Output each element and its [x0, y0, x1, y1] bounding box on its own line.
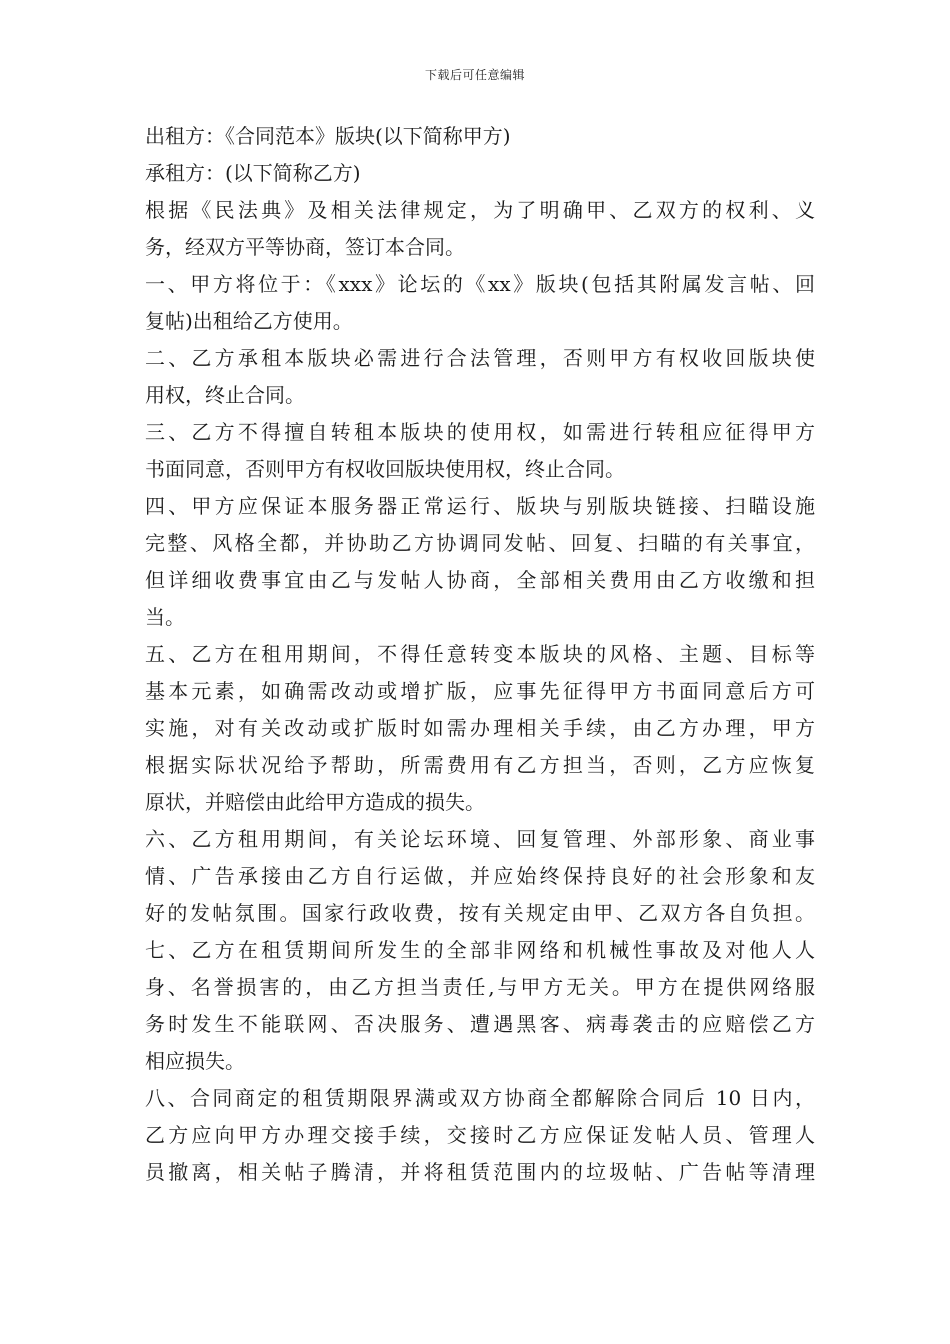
text-line: 承租方：(以下简称乙方): [145, 161, 361, 185]
text-line: 一、甲方将位于：《xxx》论坛的《xx》版块(包括其附属发言帖、回: [145, 272, 815, 296]
text-line: 原状，并赔偿由此给甲方造成的损失。: [145, 790, 485, 814]
text-line: 基本元素，如确需改动或增扩版，应事先征得甲方书面同意后方可: [145, 679, 815, 703]
text-line: 实施，对有关改动或扩版时如需办理相关手续，由乙方办理，甲方: [145, 716, 815, 740]
text-line: 二、乙方承租本版块必需进行合法管理，否则甲方有权收回版块使: [145, 346, 815, 370]
text-line: 五、乙方在租用期间，不得任意转变本版块的风格、主题、目标等: [145, 642, 815, 666]
text-line: 员撤离，相关帖子腾清，并将租赁范围内的垃圾帖、广告帖等清理: [145, 1160, 815, 1184]
text-line: 根据《民法典》及相关法律规定，为了明确甲、乙双方的权利、义: [145, 198, 815, 222]
page-header: 下载后可任意编辑: [424, 68, 525, 82]
text-line: 乙方应向甲方办理交接手续，交接时乙方应保证发帖人员、管理人: [145, 1123, 815, 1147]
text-line: 用权，终止合同。: [145, 383, 305, 407]
text-line: 六、乙方租用期间，有关论坛环境、回复管理、外部形象、商业事: [145, 827, 815, 851]
text-line: 务，经双方平等协商，签订本合同。: [145, 235, 465, 259]
text-line: 七、乙方在租赁期间所发生的全部非网络和机械性事故及对他人人: [145, 938, 815, 962]
text-line: 当。: [145, 605, 185, 629]
text-line: 八、合同商定的租赁期限界满或双方协商全都解除合同后 10 日内，: [145, 1086, 815, 1110]
text-line: 出租方：《合同范本》版块(以下简称甲方): [145, 124, 511, 148]
text-line: 四、甲方应保证本服务器正常运行、版块与别版块链接、扫瞄设施: [145, 494, 815, 518]
document-body: [145, 118, 815, 1191]
text-line: 但详细收费事宜由乙与发帖人协商，全部相关费用由乙方收缴和担: [145, 568, 815, 592]
text-line: 完整、风格全都，并协助乙方协调同发帖、回复、扫瞄的有关事宜，: [145, 531, 815, 555]
text-line: 书面同意，否则甲方有权收回版块使用权，终止合同。: [145, 457, 625, 481]
text-line: 相应损失。: [145, 1049, 245, 1073]
text-line: 务时发生不能联网、否决服务、遭遇黑客、病毒袭击的应赔偿乙方: [145, 1012, 815, 1036]
text-line: 好的发帖氛围。国家行政收费，按有关规定由甲、乙双方各自负担。: [145, 901, 815, 925]
text-line: 复帖)出租给乙方使用。: [145, 309, 353, 333]
text-line: 情、广告承接由乙方自行运做，并应始终保持良好的社会形象和友: [145, 864, 815, 888]
text-line: 三、乙方不得擅自转租本版块的使用权，如需进行转租应征得甲方: [145, 420, 815, 444]
text-line: 根据实际状况给予帮助，所需费用有乙方担当，否则，乙方应恢复: [145, 753, 815, 777]
text-line: 身、名誉损害的，由乙方担当责任,与甲方无关。甲方在提供网络服: [145, 975, 815, 999]
